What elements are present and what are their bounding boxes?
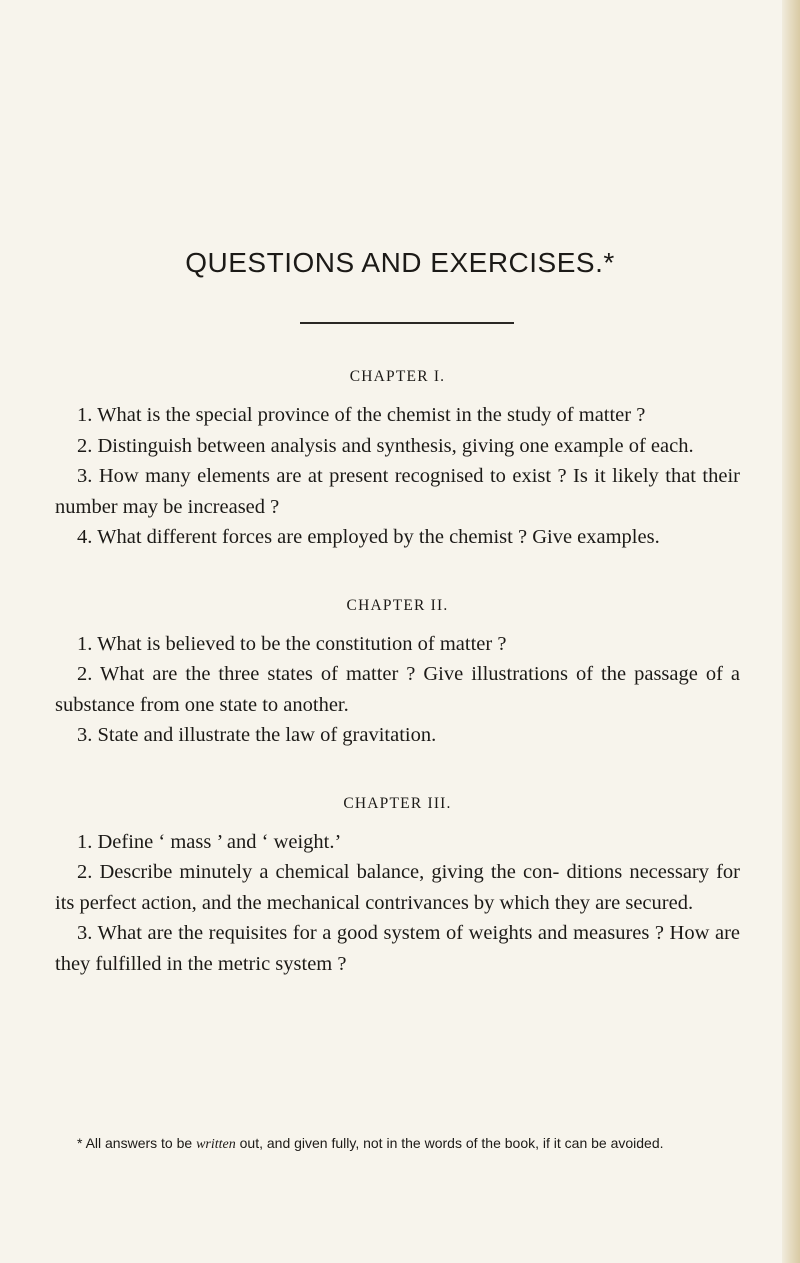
question-item: 2. Distinguish between analysis and synthesis, giving one example of each.: [77, 434, 694, 457]
footnote-emphasis: written: [196, 1137, 236, 1152]
question-item: 3. How many elements are at present recognised to exist ? Is it likely that their number may be increased ?: [55, 465, 740, 518]
chapter-2: [55, 597, 740, 751]
chapter-heading: CHAPTER I.: [349, 368, 446, 385]
question-item: 2. Describe minutely a chemical balance, giving the con- ditions necessary for its perfect action, and the mechanical contrivances by which they are secured.: [55, 861, 740, 914]
question-item: 3. State and illustrate the law of gravitation.: [77, 724, 437, 746]
questions-body: [55, 368, 740, 1023]
question-item: 2. What are the three states of matter ? Give illustrations of the passage of a substance from one state to another.: [55, 663, 740, 716]
title-rule: [300, 322, 514, 324]
footnote-text-start: * All answers to be: [77, 1135, 197, 1151]
chapter-heading: CHAPTER II.: [346, 596, 449, 614]
page-edge: [782, 0, 800, 1263]
chapter-heading: CHAPTER III.: [343, 794, 452, 812]
chapter-3: [55, 795, 740, 980]
footnote-text-end: out, and given fully, not in the words of the book, if it can be avoided.: [235, 1135, 664, 1151]
footnote: [55, 1133, 740, 1155]
question-item: 4. What different forces are employed by the chemist ? Give examples.: [77, 526, 660, 548]
question-item: 1. What is the special province of the chemist in the study of matter ?: [77, 404, 646, 426]
question-item: 1. What is believed to be the constitution of matter ?: [77, 632, 507, 655]
question-item: 1. Define ‘ mass ’ and ‘ weight.’: [77, 830, 342, 853]
chapter-1: [55, 368, 740, 553]
page-title: QUESTIONS AND EXERCISES.*: [185, 247, 615, 278]
question-item: 3. What are the requisites for a good system of weights and measures ? How are they fulfilled in the metric system ?: [55, 922, 740, 975]
